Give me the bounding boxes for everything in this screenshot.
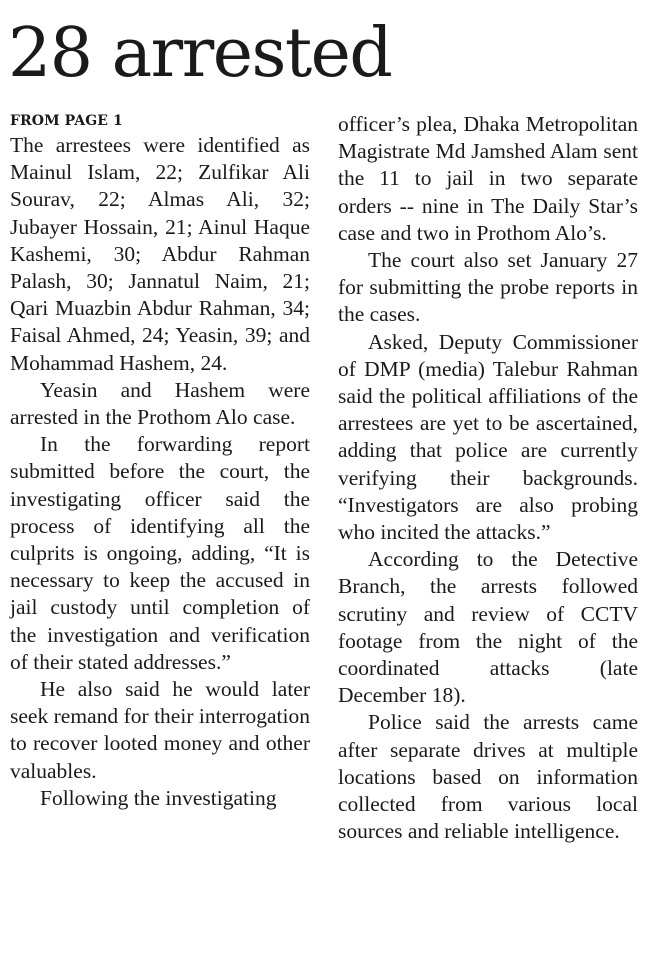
continuation-kicker: FROM PAGE 1 xyxy=(10,113,123,129)
headline: 28 arrested xyxy=(8,14,392,93)
body-paragraph: Following the investigating xyxy=(40,785,277,810)
body-paragraph: He also said he would later seek remand for their interrogation to recover looted money and other valuables. xyxy=(10,677,310,783)
article-column-right xyxy=(338,111,638,845)
article-column-left xyxy=(10,110,310,812)
body-paragraph: The court also set January 27 for submitting the probe reports in the cases. xyxy=(338,248,638,327)
body-paragraph: The arrestees were identified as Mainul Islam, 22; Zulfikar Ali Sourav, 22; Almas Ali, 32; Jubayer Hossain, 21; Ainul Haque Kashemi, 30; Abdur Rahman Palash, 30; Jannatul Naim, 21; Qari Muazbin Abdur Rahman, 34; Faisal Ahmed, 24; Yeasin, 39; and Mohammad Hashem, 24. xyxy=(10,133,310,375)
body-paragraph: According to the Detective Branch, the arrests followed scrutiny and review of CCTV footage from the night of the coordinated attacks (late December 18). xyxy=(338,547,638,708)
body-paragraph: Yeasin and Hashem were arrested in the Prothom Alo case. xyxy=(10,377,310,430)
body-paragraph: officer’s plea, Dhaka Metropolitan Magistrate Md Jamshed Alam sent the 11 to jail in two separate orders -- nine in The Daily Star’s case and two in Prothom Alo’s. xyxy=(338,112,638,245)
body-paragraph: Police said the arrests came after separate drives at multiple locations based on information collected from various local sources and reliable intelligence. xyxy=(338,710,638,844)
body-paragraph: In the forwarding report submitted before the court, the investigating officer said the process of identifying all the culprits is ongoing, adding, “It is necessary to keep the accused in jail custody until completion of the investigation and verification of their stated addresses.” xyxy=(10,432,310,674)
body-paragraph: Asked, Deputy Commissioner of DMP (media) Talebur Rahman said the political affiliations of the arrestees are yet to be ascertained, adding that police are currently verifying their backgrounds. “Investigators are also probing who incited the attacks.” xyxy=(338,329,638,545)
